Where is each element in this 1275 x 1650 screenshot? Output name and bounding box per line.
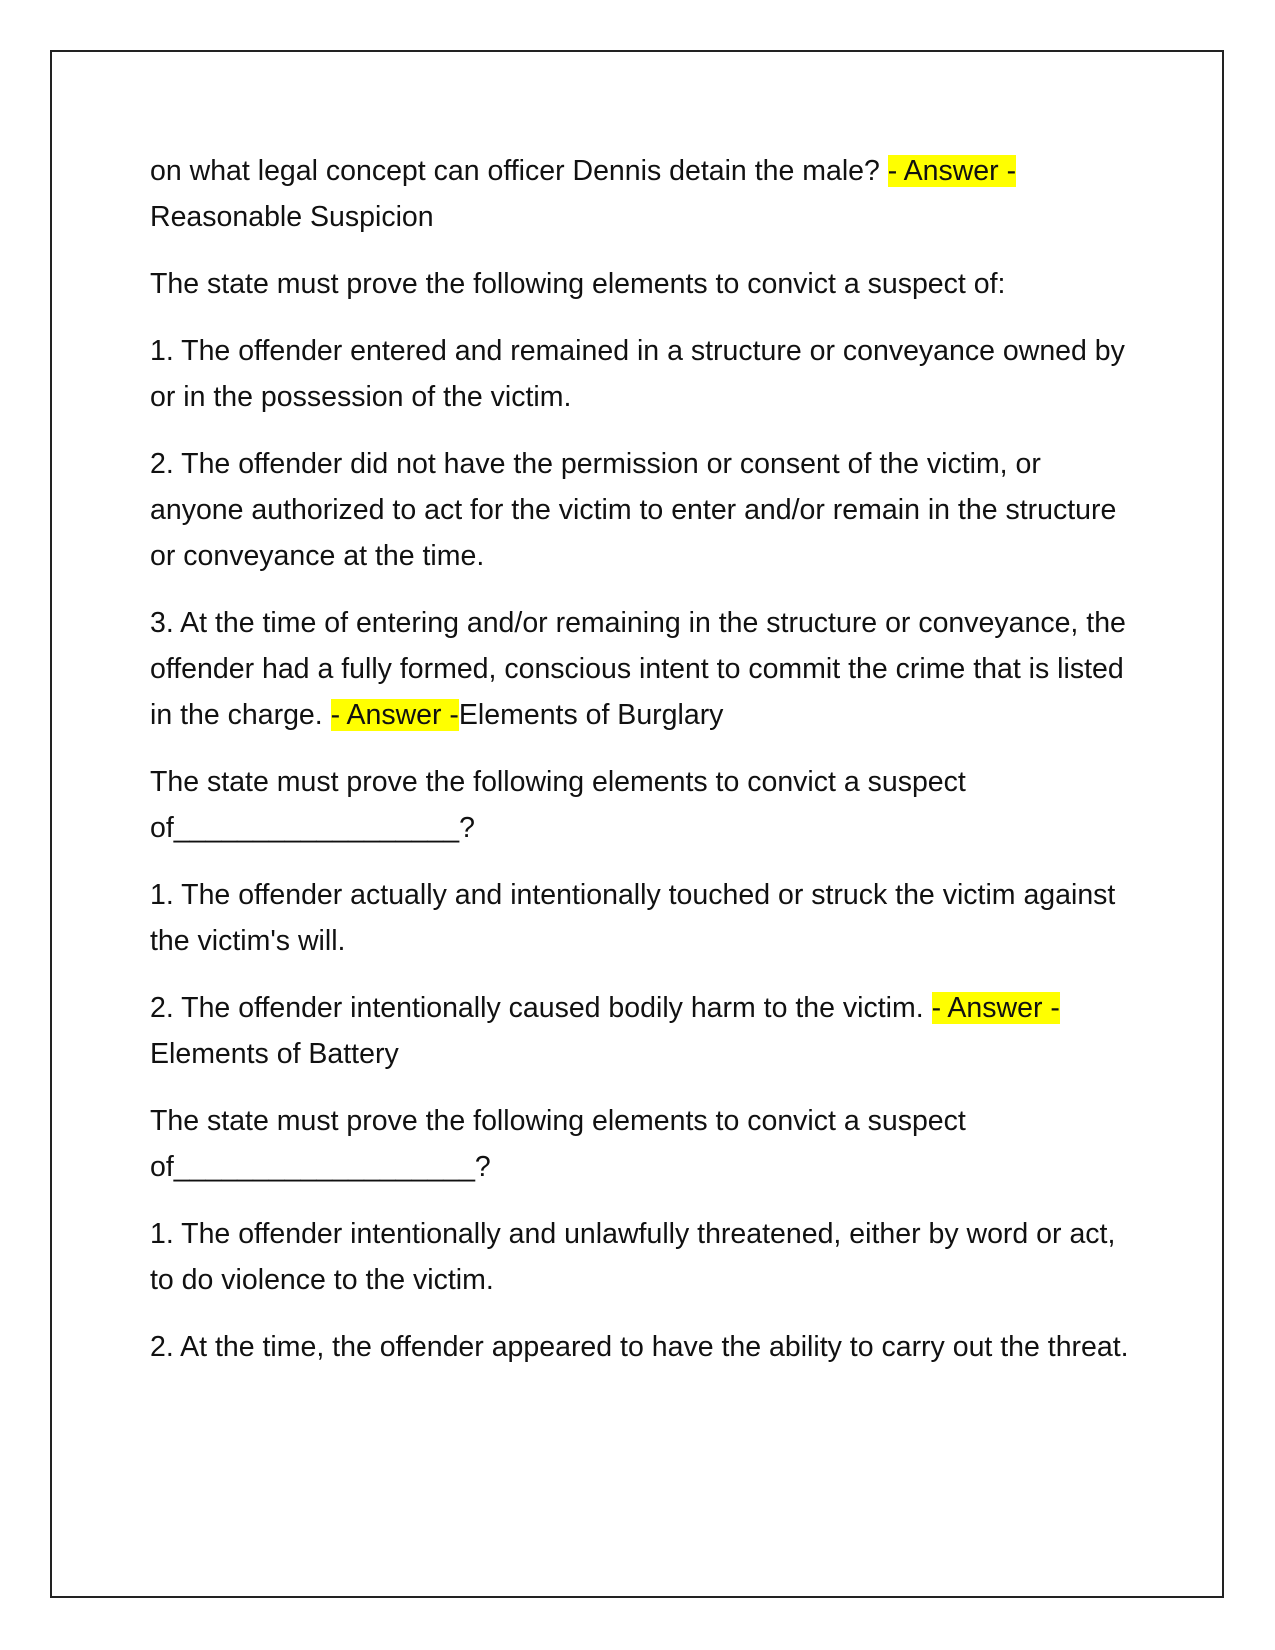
burglary-element-1: 1. The offender entered and remained in a structure or conveyance owned by or in the possession of the victim. bbox=[150, 335, 1125, 413]
battery-intro: The state must prove the following elements to convict a suspect of__________________? bbox=[150, 766, 966, 844]
answer-text: Elements of Burglary bbox=[458, 699, 724, 731]
assault-element-1: 1. The offender intentionally and unlawfully threatened, either by word or act, to do violence to the victim. bbox=[150, 1218, 1116, 1296]
battery-element-1: 1. The offender actually and intentionally touched or struck the victim against the victim's will. bbox=[150, 879, 1116, 957]
burglary-intro: The state must prove the following elements to convict a suspect of: bbox=[150, 268, 1006, 300]
element-text: 2. The offender intentionally caused bodily harm to the victim. bbox=[150, 992, 932, 1024]
burglary-element-2: 2. The offender did not have the permission or consent of the victim, or anyone authorized to act for the victim to enter and/or remain in the structure or conveyance at the time. bbox=[150, 448, 1117, 572]
assault-element-2: 2. At the time, the offender appeared to have the ability to carry out the threat. bbox=[150, 1331, 1129, 1363]
answer-label: - Answer - bbox=[330, 699, 459, 731]
burglary-element-3 bbox=[150, 600, 1140, 738]
answer-text: Reasonable Suspicion bbox=[150, 201, 434, 233]
answer-label: - Answer - bbox=[887, 155, 1017, 187]
document-body bbox=[150, 148, 1140, 1391]
answer-label: - Answer - bbox=[931, 992, 1060, 1024]
question-text: on what legal concept can officer Dennis detain the male? bbox=[150, 155, 888, 187]
question-reasonable-suspicion bbox=[150, 148, 1140, 240]
assault-intro: The state must prove the following elements to convict a suspect of___________________? bbox=[150, 1105, 966, 1183]
element-text: 3. At the time of entering and/or remaining in the structure or conveyance, the offender had a fully formed, conscious intent to commit the crime that is listed in the charge. bbox=[150, 607, 1126, 731]
battery-element-2 bbox=[150, 985, 1140, 1077]
answer-text: Elements of Battery bbox=[150, 1038, 399, 1070]
